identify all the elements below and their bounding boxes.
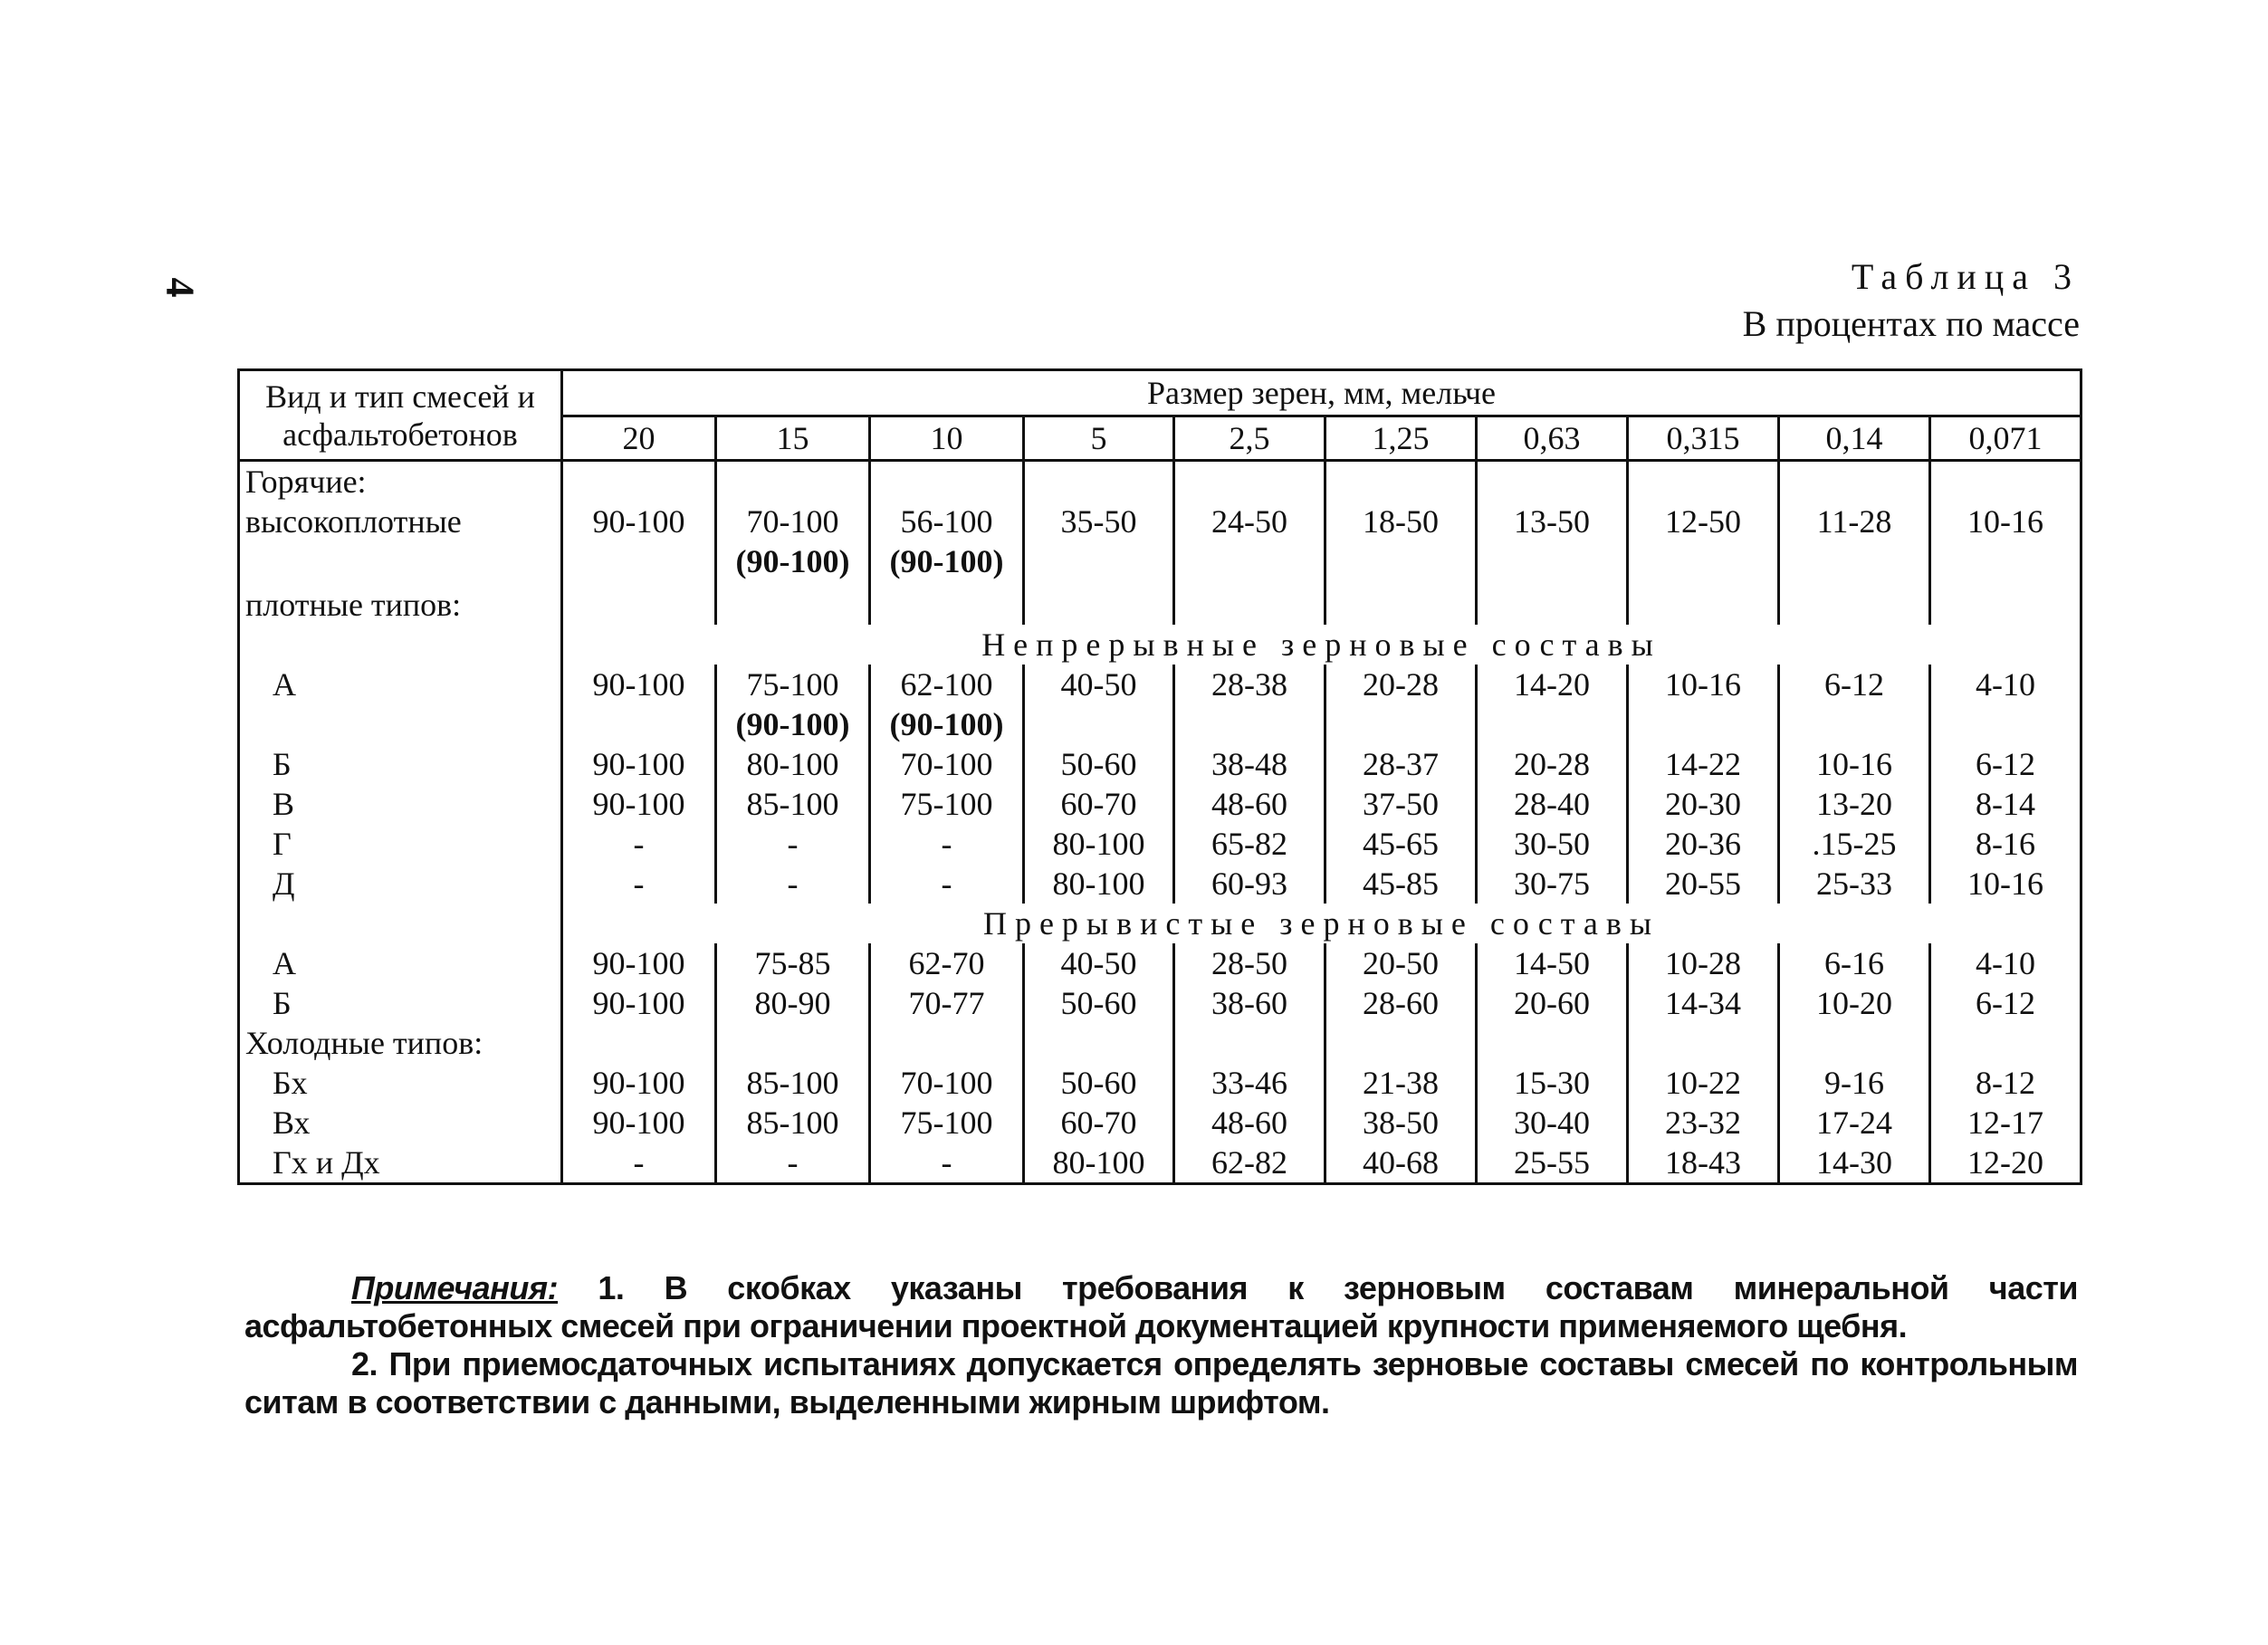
size-header: 0,071 — [1930, 416, 2081, 461]
value-cell: 28-37 — [1325, 744, 1477, 784]
value-cell: 14-22 — [1628, 744, 1779, 784]
row-label: Вх — [239, 1103, 562, 1143]
value-cell: - — [870, 824, 1024, 864]
size-header: 0,315 — [1628, 416, 1779, 461]
size-header: 1,25 — [1325, 416, 1477, 461]
value-alt: (90-100) — [735, 543, 850, 579]
value-cell: 6-12 — [1930, 983, 2081, 1023]
value-cell: 85-100 — [716, 1063, 870, 1103]
table-row — [239, 943, 2081, 983]
value: 62-100 — [900, 666, 993, 703]
value-cell: 48-60 — [1174, 1103, 1325, 1143]
table-row — [239, 581, 2081, 625]
table-row — [239, 1103, 2081, 1143]
value-cell: 10-16 — [1930, 502, 2081, 581]
value-cell: 62-70 — [870, 943, 1024, 983]
note-1 — [244, 1269, 2078, 1345]
row-label: В — [239, 784, 562, 824]
value-cell: .15-25 — [1779, 824, 1930, 864]
value-cell: 37-50 — [1325, 784, 1477, 824]
value-cell: 90-100 — [562, 502, 716, 581]
value-cell: 12-50 — [1628, 502, 1779, 581]
value-cell: 18-50 — [1325, 502, 1477, 581]
value: 75-100 — [746, 666, 839, 703]
value-cell: 13-50 — [1477, 502, 1628, 581]
value-cell: 30-75 — [1477, 864, 1628, 904]
value-cell: 11-28 — [1779, 502, 1930, 581]
size-header: 0,63 — [1477, 416, 1628, 461]
value-cell: 30-40 — [1477, 1103, 1628, 1143]
value-cell: 10-22 — [1628, 1063, 1779, 1103]
value-cell: 38-60 — [1174, 983, 1325, 1023]
value-cell: 10-20 — [1779, 983, 1930, 1023]
value-cell: 14-34 — [1628, 983, 1779, 1023]
value-cell: 40-68 — [1325, 1143, 1477, 1184]
value-cell: 80-100 — [1024, 864, 1174, 904]
size-header: 15 — [716, 416, 870, 461]
value-cell: 6-12 — [1779, 665, 1930, 744]
value-cell: 14-30 — [1779, 1143, 1930, 1184]
size-header: 20 — [562, 416, 716, 461]
value-cell: 75-85 — [716, 943, 870, 983]
table-title: Таблица 3 — [1851, 256, 2080, 297]
value-cell: 20-55 — [1628, 864, 1779, 904]
value-cell: 33-46 — [1174, 1063, 1325, 1103]
value: 70-100 — [746, 503, 839, 540]
value-cell: 17-24 — [1779, 1103, 1930, 1143]
value-cell: 20-28 — [1477, 744, 1628, 784]
value-cell: 70-100 — [870, 1063, 1024, 1103]
note-1-text: 1. В скобках указаны требования к зерновым составам минеральной части асфальтобетонных смесей при ограничении проектной документацией крупности применяемого щебня. — [244, 1269, 2078, 1344]
size-header: 5 — [1024, 416, 1174, 461]
value-cell: 10-16 — [1628, 665, 1779, 744]
value-cell: 50-60 — [1024, 1063, 1174, 1103]
value-cell: 90-100 — [562, 744, 716, 784]
value-cell: 21-38 — [1325, 1063, 1477, 1103]
table-row — [239, 744, 2081, 784]
row-label: Г — [239, 824, 562, 864]
table-caption — [1743, 253, 2080, 348]
value-cell: 80-100 — [1024, 824, 1174, 864]
value-cell: - — [562, 1143, 716, 1184]
table-row — [239, 864, 2081, 904]
value-cell: 6-16 — [1779, 943, 1930, 983]
table-subtitle: В процентах по массе — [1742, 303, 2080, 344]
value-cell: 20-28 — [1325, 665, 1477, 744]
row-label: А — [239, 665, 562, 744]
table-row — [239, 824, 2081, 864]
value-cell: - — [870, 864, 1024, 904]
value-cell — [870, 502, 1024, 581]
value-cell: 90-100 — [562, 943, 716, 983]
cold-label: Холодные типов: — [239, 1023, 562, 1063]
value-cell: 80-100 — [716, 744, 870, 784]
table-row — [239, 1143, 2081, 1184]
value-cell: 25-55 — [1477, 1143, 1628, 1184]
value-cell: 8-16 — [1930, 824, 2081, 864]
value-cell: 20-50 — [1325, 943, 1477, 983]
section-row — [239, 625, 2081, 665]
value-cell: - — [716, 1143, 870, 1184]
value-cell: 75-100 — [870, 1103, 1024, 1143]
notes — [244, 1269, 2078, 1421]
value-cell: 70-77 — [870, 983, 1024, 1023]
row-label: высокоплотные — [239, 502, 562, 581]
value-cell: 8-14 — [1930, 784, 2081, 824]
value-cell — [716, 665, 870, 744]
value-cell: 65-82 — [1174, 824, 1325, 864]
value-cell: 10-16 — [1779, 744, 1930, 784]
dense-label: плотные типов: — [239, 581, 562, 625]
value-cell: 60-93 — [1174, 864, 1325, 904]
value-cell: 12-17 — [1930, 1103, 2081, 1143]
value-cell: 13-20 — [1779, 784, 1930, 824]
section-row — [239, 904, 2081, 943]
value-cell: 12-20 — [1930, 1143, 2081, 1184]
value-cell: 14-50 — [1477, 943, 1628, 983]
value-cell: 48-60 — [1174, 784, 1325, 824]
table-row — [239, 784, 2081, 824]
value-cell: 28-40 — [1477, 784, 1628, 824]
value-cell: 40-50 — [1024, 943, 1174, 983]
row-label: Бх — [239, 1063, 562, 1103]
value-cell: 38-48 — [1174, 744, 1325, 784]
value-cell: 10-16 — [1930, 864, 2081, 904]
value-cell: 23-32 — [1628, 1103, 1779, 1143]
size-header: 2,5 — [1174, 416, 1325, 461]
table-row — [239, 1063, 2081, 1103]
value-cell: 28-50 — [1174, 943, 1325, 983]
value-cell: 10-28 — [1628, 943, 1779, 983]
value-cell: - — [562, 824, 716, 864]
value-cell — [870, 665, 1024, 744]
size-header: 10 — [870, 416, 1024, 461]
section-discontinuous-title: Прерывистые зерновые составы — [562, 904, 2081, 943]
value-cell: - — [870, 1143, 1024, 1184]
section-continuous-title: Непрерывные зерновые составы — [562, 625, 2081, 665]
table-row — [239, 665, 2081, 744]
value-cell: 8-12 — [1930, 1063, 2081, 1103]
value-cell: 28-38 — [1174, 665, 1325, 744]
value-cell: 90-100 — [562, 1063, 716, 1103]
value-cell: - — [562, 864, 716, 904]
value-cell: 20-30 — [1628, 784, 1779, 824]
value-cell: 85-100 — [716, 1103, 870, 1143]
value-cell: 20-60 — [1477, 983, 1628, 1023]
value: 56-100 — [900, 503, 993, 540]
value-cell: 75-100 — [870, 784, 1024, 824]
value-cell: 24-50 — [1174, 502, 1325, 581]
row-label: Гх и Дх — [239, 1143, 562, 1184]
value-cell: 18-43 — [1628, 1143, 1779, 1184]
row-label: А — [239, 943, 562, 983]
grain-composition-table — [237, 368, 2082, 1185]
value-cell: 90-100 — [562, 1103, 716, 1143]
note-2: 2. При приемосдаточных испытаниях допускается определять зерновые составы смесей по контрольным ситам в соответствии с данными, выделенными жирным шрифтом. — [244, 1345, 2078, 1420]
value-cell: 14-20 — [1477, 665, 1628, 744]
value-alt: (90-100) — [735, 706, 850, 742]
notes-heading: Примечания: — [351, 1269, 559, 1306]
value-cell: 25-33 — [1779, 864, 1930, 904]
table-row — [239, 983, 2081, 1023]
grain-size-header: Размер зерен, мм, мельче — [562, 370, 2081, 416]
value-alt: (90-100) — [889, 706, 1004, 742]
value-cell: 30-50 — [1477, 824, 1628, 864]
row-label: Д — [239, 864, 562, 904]
value-cell: 80-90 — [716, 983, 870, 1023]
value-cell: 15-30 — [1477, 1063, 1628, 1103]
value-cell: 28-60 — [1325, 983, 1477, 1023]
value-cell: 62-82 — [1174, 1143, 1325, 1184]
page-number: 4 — [158, 277, 203, 298]
value-cell: 45-65 — [1325, 824, 1477, 864]
value-cell: 90-100 — [562, 665, 716, 744]
value-cell: 4-10 — [1930, 943, 2081, 983]
value-cell: 45-85 — [1325, 864, 1477, 904]
value-cell: 50-60 — [1024, 983, 1174, 1023]
value-cell: 20-36 — [1628, 824, 1779, 864]
value-cell: 4-10 — [1930, 665, 2081, 744]
table-row — [239, 502, 2081, 581]
row-label: Б — [239, 983, 562, 1023]
value-cell — [716, 502, 870, 581]
table-row — [239, 461, 2081, 502]
value-cell: 35-50 — [1024, 502, 1174, 581]
table-row — [239, 1023, 2081, 1063]
value-cell: 60-70 — [1024, 784, 1174, 824]
value-cell: 70-100 — [870, 744, 1024, 784]
hot-label: Горячие: — [239, 461, 562, 502]
value-cell: 9-16 — [1779, 1063, 1930, 1103]
row-label: Б — [239, 744, 562, 784]
value-cell: 40-50 — [1024, 665, 1174, 744]
value-cell: 60-70 — [1024, 1103, 1174, 1143]
value-alt: (90-100) — [889, 543, 1004, 579]
value-cell: 80-100 — [1024, 1143, 1174, 1184]
value-cell: - — [716, 864, 870, 904]
value-cell: - — [716, 824, 870, 864]
value-cell: 85-100 — [716, 784, 870, 824]
size-header: 0,14 — [1779, 416, 1930, 461]
value-cell: 38-50 — [1325, 1103, 1477, 1143]
value-cell: 90-100 — [562, 983, 716, 1023]
value-cell: 6-12 — [1930, 744, 2081, 784]
value-cell: 90-100 — [562, 784, 716, 824]
row-header: Вид и тип смесей и асфальтобетонов — [239, 370, 562, 461]
value-cell: 50-60 — [1024, 744, 1174, 784]
